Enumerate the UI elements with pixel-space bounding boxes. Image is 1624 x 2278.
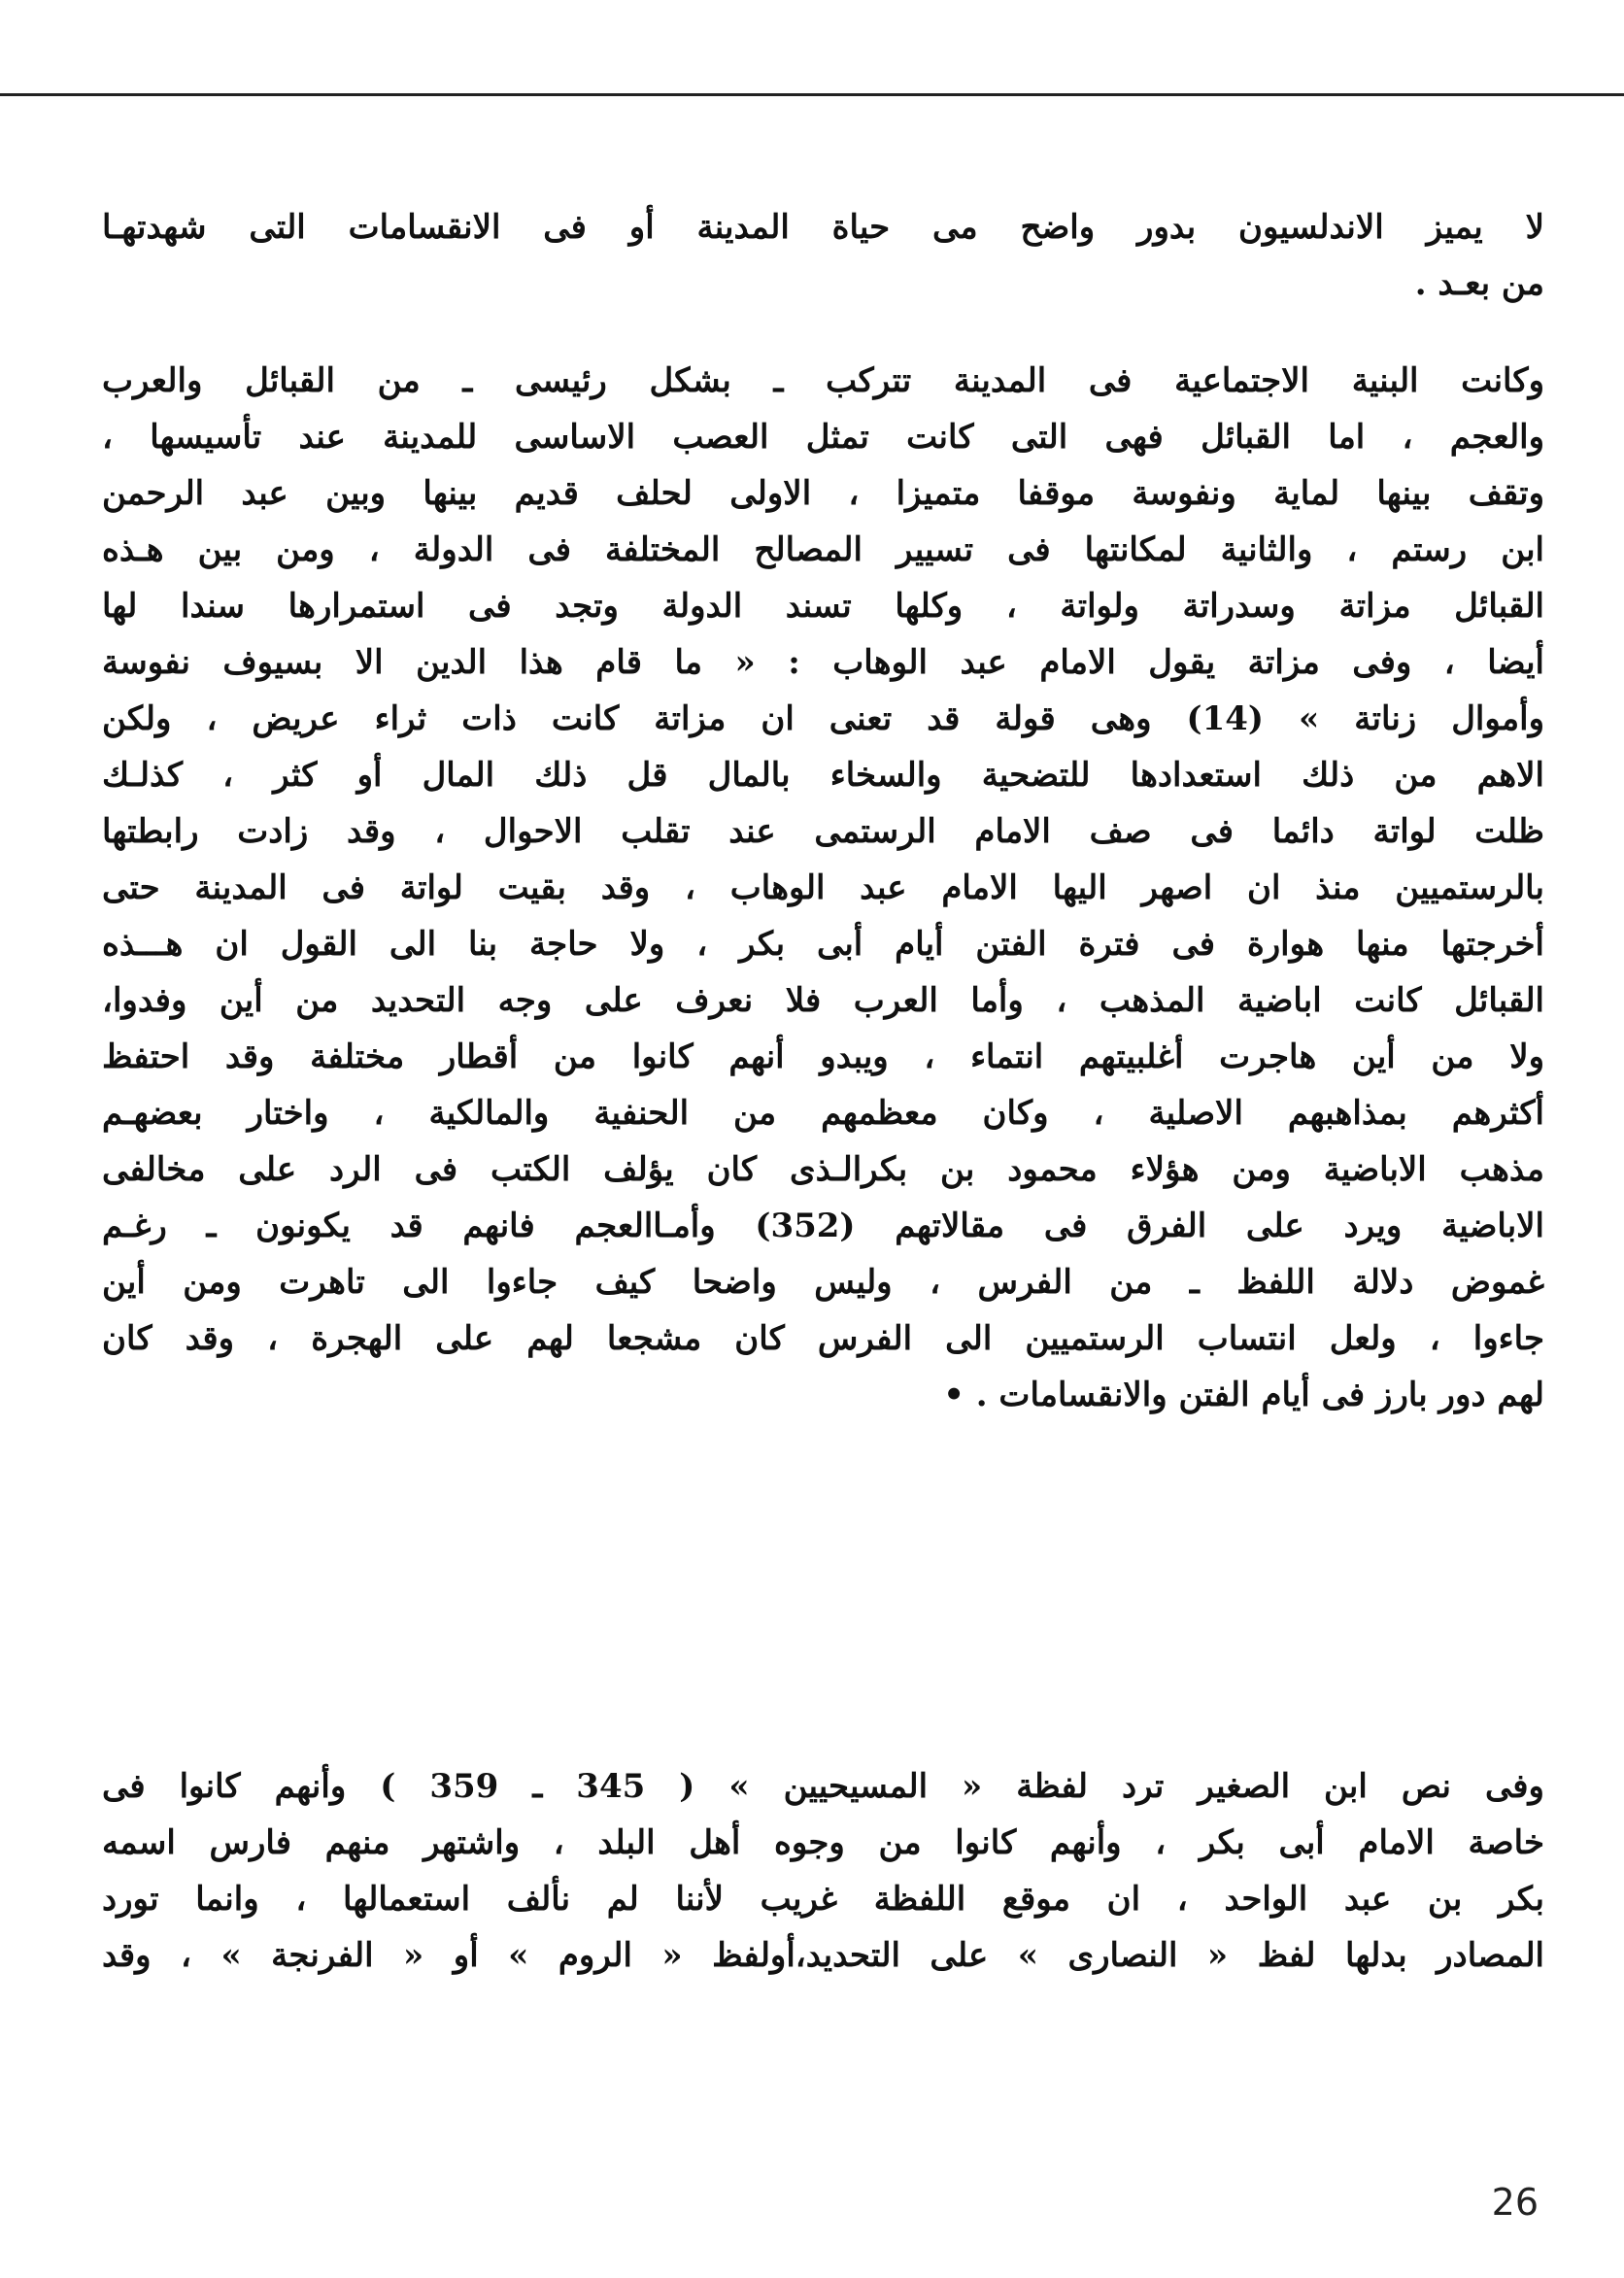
text-line: أخرجتها منها هوارة فى فترة الفتن أيام أبى بكر ، ولا حاجة بنا الى القول ان هـــذه [102, 925, 1544, 964]
text-line: القبائل مزاتة وسدراتة ولواتة ، وكلها تسند الدولة وتجد فى استمرارها سندا لها [102, 587, 1544, 626]
text-line: خاصة الامام أبى بكر ، وأنهم كانوا من وجوه أهل البلد ، واشتهر منهم فارس اسمه [102, 1823, 1544, 1862]
text-line: أكثرهم بمذاهبهم الاصلية ، وكان معظمهم من الحنفية والمالكية ، واختار بعضهـم [102, 1094, 1544, 1133]
top-rule [0, 93, 1624, 96]
text-line: وتقف بينها لماية ونفوسة موقفا متميزا ، الاولى لحلف قديم بينها وبين عبد الرحمن [102, 474, 1544, 513]
text-line: وأموال زناتة » (14) وهى قولة قد تعنى ان مزاتة كانت ذات ثراء عريض ، ولكن [102, 699, 1544, 738]
text-line: جاءوا ، ولعل انتساب الرستميين الى الفرس كان مشجعا لهم على الهجرة ، وقد كان [102, 1319, 1544, 1358]
text-line: بالرستميين منذ ان اصهر اليها الامام عبد الوهاب ، وقد بقيت لواتة فى المدينة حتى [102, 868, 1544, 907]
text-line: والعجم ، اما القبائل فهى التى كانت تمثل العصب الاساسى للمدينة عند تأسيسها ، [102, 418, 1544, 457]
page-number: 26 [1491, 2181, 1539, 2224]
text-line: أيضا ، وفى مزاتة يقول الامام عبد الوهاب : « ما قام هذا الدين الا بسيوف نفوسة [102, 643, 1544, 682]
text-line: لا يميز الاندلسيون بدور واضح مى حياة المدينة أو فى الانقسامات التى شهدتهـا [102, 208, 1544, 247]
text-line: من بعـد . [1414, 264, 1544, 303]
paragraph-2 [102, 353, 1544, 1423]
text-line: القبائل كانت اباضية المذهب ، وأما العرب فلا نعرف على وجه التحديد من أين وفدوا، [102, 981, 1544, 1020]
text-line: غموض دلالة اللفظ ـ من الفرس ، وليس واضحا كيف جاءوا الى تاهرت ومن أين [102, 1263, 1544, 1302]
text-line: ظلت لواتة دائما فى صف الامام الرستمى عند تقلب الاحوال ، وقد زادت رابطتها [102, 812, 1544, 851]
text-line: لهم دور بارز فى أيام الفتن والانقسامات . • [943, 1376, 1544, 1414]
text-line: المصادر بدلها لفظ « النصارى » على التحديد،أولفظ « الروم » أو « الفرنجة » ، وقد [102, 1936, 1544, 1975]
text-line: الاباضية ويرد على الفرق فى مقالاتهم (352) وأمـاالعجم فانهم قد يكونون ـ رغـم [102, 1207, 1544, 1245]
text-line: بكر بن عبد الواحد ، ان موقع اللفظة غريب لأننا لم نألف استعمالها ، وانما تورد [102, 1880, 1544, 1919]
text-line: مذهب الاباضية ومن هؤلاء محمود بن بكرالـذى كان يؤلف الكتب فى الرد على مخالفى [102, 1150, 1544, 1189]
paragraph-3 [102, 1758, 1544, 1984]
text-line: ولا من أين هاجرت أغلبيتهم انتماء ، ويبدو أنهم كانوا من أقطار مختلفة وقد احتفظ [102, 1037, 1544, 1076]
text-line: ابن رستم ، والثانية لمكانتها فى تسيير المصالح المختلفة فى الدولة ، ومن بين هـذه [102, 530, 1544, 569]
paragraph-1 [102, 199, 1544, 312]
text-line: وفى نص ابن الصغير ترد لفظة « المسيحيين » ( 345 ـ 359 ) وأنهم كانوا فى [102, 1767, 1544, 1806]
text-line: وكانت البنية الاجتماعية فى المدينة تتركب ـ بشكل رئيسى ـ من القبائل والعرب [102, 361, 1544, 400]
text-line: الاهم من ذلك استعدادها للتضحية والسخاء بالمال قل ذلك المال أو كثر ، كذلـك [102, 756, 1544, 795]
